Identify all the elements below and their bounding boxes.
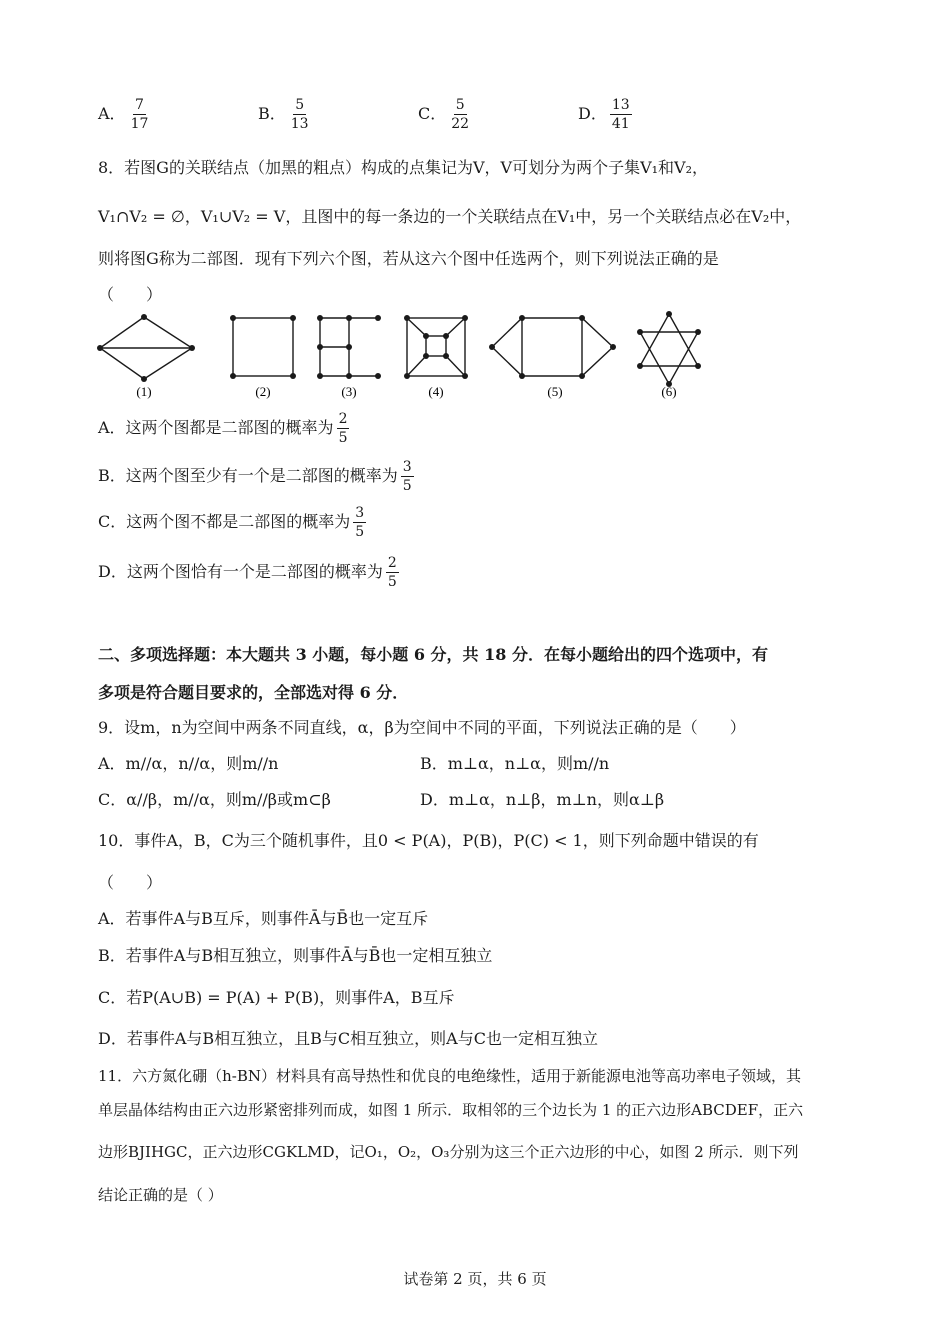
graph-4	[404, 315, 468, 379]
numerator: 2	[338, 411, 348, 427]
figure-label-1: (1)	[136, 384, 152, 399]
graph-1	[97, 314, 195, 382]
section-2-heading-line1: 二、多项选择题：本大题共 3 小题，每小题 6 分，共 18 分．在每小题给出的四个选项中，有	[98, 645, 768, 664]
numerator: 7	[135, 97, 144, 113]
numerator: 5	[295, 97, 305, 113]
numerator: 3	[402, 459, 412, 475]
fraction	[353, 506, 366, 539]
option-label: C．	[418, 104, 447, 123]
q11-stem-line1: 11．六方氮化硼（h-BN）材料具有高导热性和优良的电绝缘性，适用于新能源电池等高功率电子领域，其	[98, 1067, 801, 1085]
fraction	[129, 98, 151, 131]
fraction	[337, 412, 350, 445]
denominator: 22	[451, 116, 470, 132]
q8-option-d	[98, 556, 399, 589]
q10-option-c: C．若P(A∪B) = P(A) + P(B)，则事件A，B互斥	[98, 988, 455, 1007]
q9-option-b: B．m⊥α，n⊥α，则m//n	[420, 754, 610, 773]
fraction	[386, 556, 399, 589]
option-text: C．这两个图不都是二部图的概率为	[98, 512, 351, 531]
denominator: 5	[338, 430, 348, 446]
q9-option-c: C．α//β，m//α，则m//β或m⊂β	[98, 790, 331, 809]
q10-answer-paren: （ ）	[98, 873, 163, 892]
graph-6	[637, 311, 701, 387]
q9-stem: 9．设m，n为空间中两条不同直线，α，β为空间中不同的平面，下列说法正确的是（ ）	[98, 718, 746, 737]
option-text: B．这两个图至少有一个是二部图的概率为	[98, 466, 398, 485]
option-label: D．	[578, 104, 607, 123]
option-label: B．	[258, 104, 286, 123]
q7-option-b	[258, 98, 311, 131]
option-text: A．这两个图都是二部图的概率为	[98, 418, 334, 437]
q11-stem-line2: 单层晶体结构由正六边形紧密排列而成，如图 1 所示．取相邻的三个边长为 1 的正六边形ABCDEF，正六	[98, 1101, 804, 1119]
q10-option-d: D．若事件A与B相互独立，且B与C相互独立，则A与C也一定相互独立	[98, 1029, 598, 1048]
q11-stem-line3: 边形BJIHGC，正六边形CGKLMD，记O₁，O₂，O₃分别为这三个正六边形的中心，如图 2 所示．则下列	[98, 1143, 799, 1161]
denominator: 13	[290, 116, 309, 132]
figure-label-2: (2)	[255, 384, 271, 399]
q8-graphs-figure	[90, 305, 720, 405]
option-label: A．	[98, 104, 126, 123]
q8-stem-line1: 8．若图G的关联结点（加黑的粗点）构成的点集记为V，V可划分为两个子集V₁和V₂，	[98, 158, 709, 177]
q9-option-a: A．m//α，n//α，则m//n	[98, 754, 279, 773]
numerator: 3	[355, 505, 365, 521]
denominator: 5	[387, 574, 397, 590]
q7-option-d	[578, 98, 632, 131]
numerator: 2	[387, 555, 397, 571]
q7-option-a	[98, 98, 150, 131]
denominator: 5	[355, 524, 365, 540]
numerator: 5	[455, 97, 465, 113]
option-text: D．这两个图恰有一个是二部图的概率为	[98, 562, 383, 581]
graph-2	[230, 315, 296, 379]
graph-5	[489, 315, 616, 379]
denominator: 41	[611, 116, 630, 132]
q7-option-c	[418, 98, 471, 131]
denominator: 17	[130, 116, 149, 132]
numerator: 13	[611, 97, 630, 113]
graph-3	[317, 315, 381, 379]
q8-option-a	[98, 412, 349, 445]
q10-stem: 10．事件A，B，C为三个随机事件，且0 < P(A)，P(B)，P(C) < 1，则下列命题中错误的有	[98, 831, 759, 850]
fraction	[401, 460, 414, 493]
figure-label-5: (5)	[547, 384, 563, 399]
figure-label-4: (4)	[428, 384, 444, 399]
denominator: 5	[402, 478, 412, 494]
q8-answer-paren: （ ）	[98, 285, 163, 304]
q9-option-d: D．m⊥α，n⊥β，m⊥n，则α⊥β	[420, 790, 665, 809]
q8-option-c	[98, 506, 366, 539]
q8-stem-line2: V₁∩V₂ = ∅，V₁∪V₂ = V，且图中的每一条边的一个关联结点在V₁中，另一个关联结点必在V₂中，	[98, 207, 802, 226]
fraction	[289, 98, 311, 131]
figure-label-3: (3)	[341, 384, 357, 399]
fraction	[610, 98, 632, 131]
q11-stem-line4: 结论正确的是（ ）	[98, 1186, 223, 1204]
q8-option-b	[98, 460, 414, 493]
figure-label-6: (6)	[661, 384, 677, 399]
page-footer: 试卷第 2 页，共 6 页	[403, 1270, 547, 1288]
section-2-heading-line2: 多项是符合题目要求的，全部选对得 6 分．	[98, 683, 409, 702]
q8-stem-line3: 则将图G称为二部图．现有下列六个图，若从这六个图中任选两个，则下列说法正确的是	[98, 249, 719, 268]
fraction	[449, 98, 471, 131]
q10-option-a: A．若事件A与B互斥，则事件Ā与B̄也一定互斥	[98, 909, 429, 928]
q10-option-b: B．若事件A与B相互独立，则事件Ā与B̄也一定相互独立	[98, 946, 493, 965]
